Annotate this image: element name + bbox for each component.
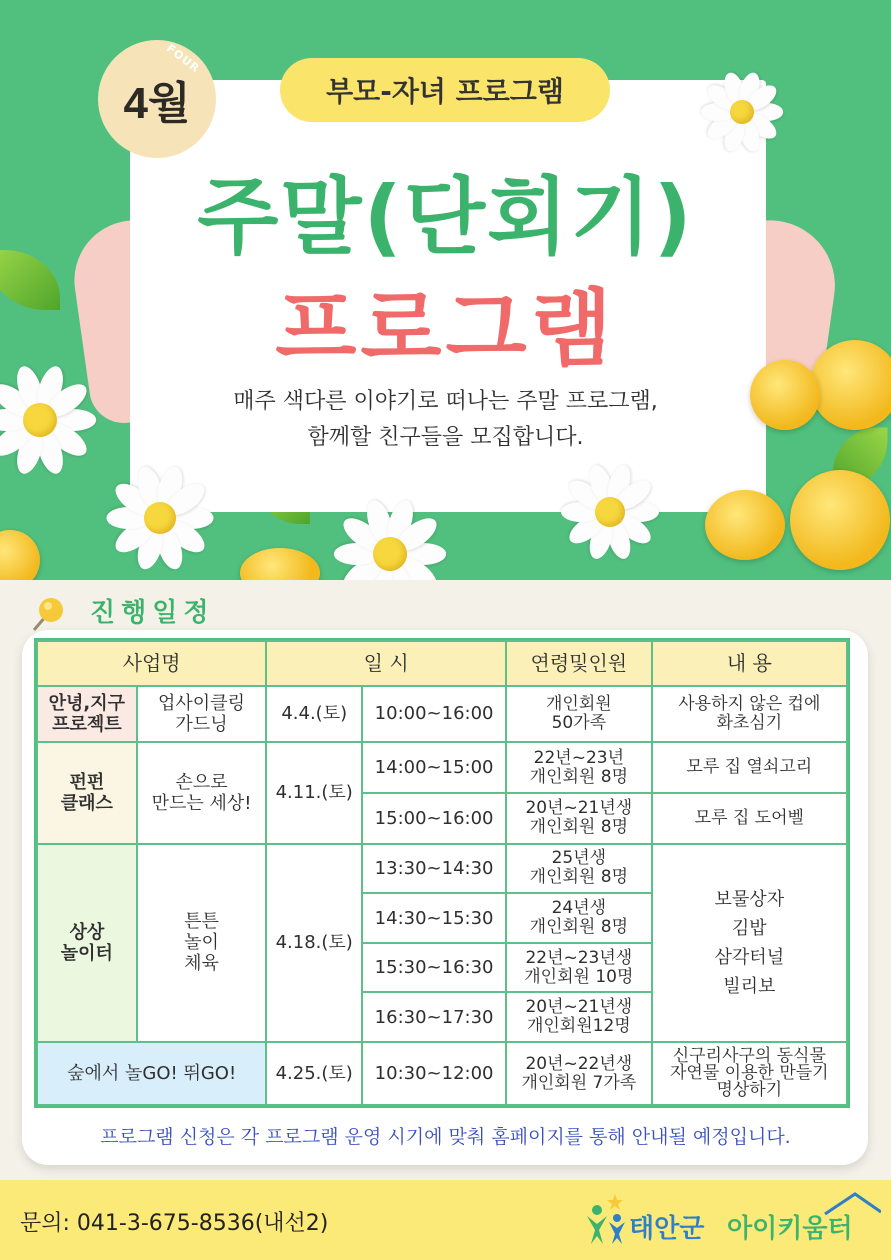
program-name: 업사이클링 가드닝 [137, 686, 267, 743]
daisy-center [373, 537, 407, 571]
group-name: 안녕,지구 프로젝트 [37, 686, 137, 743]
people-cell: 20년~21년생 개인회원12명 [506, 992, 652, 1042]
group-name: 펀펀 클래스 [37, 742, 137, 843]
program-name: 튼튼 놀이 체육 [137, 844, 267, 1043]
date-cell: 4.11.(토) [266, 742, 362, 843]
title-line-2: 프로그램 [275, 280, 616, 378]
daisy-center [595, 497, 625, 527]
footer-bar [0, 1180, 891, 1260]
table-row [37, 686, 847, 743]
month-tag: FOUR [163, 41, 202, 76]
yellow-flower [240, 548, 320, 580]
content-cell: 신구리사구의 동식물 자연물 이용한 만들기 명상하기 [652, 1042, 847, 1105]
group-name: 상상 놀이터 [37, 844, 137, 1043]
schedule-table [36, 640, 848, 1106]
schedule-title: 진행일정 [90, 598, 215, 628]
title-line-1: 주말(단회기) [197, 168, 694, 266]
table-row [37, 742, 847, 793]
people-cell: 20년~22년생 개인회원 7가족 [506, 1042, 652, 1105]
content-cell: 보물상자 김밥 삼각터널 빌리보 [652, 844, 847, 1043]
yellow-flower [0, 530, 40, 580]
description-line-1: 매주 색다른 이야기로 떠나는 주말 프로그램, [233, 389, 658, 414]
date-cell: 4.18.(토) [266, 844, 362, 1043]
table-header-row [37, 641, 847, 686]
people-cell: 개인회원 50가족 [506, 686, 652, 743]
header-datetime: 일 시 [266, 641, 506, 686]
people-cell: 20년~21년생 개인회원 8명 [506, 793, 652, 844]
content-cell: 사용하지 않은 컵에 화초심기 [652, 686, 847, 743]
time-cell: 16:30~17:30 [362, 992, 506, 1042]
logo-text-region: 태안군 [629, 1214, 705, 1244]
time-cell: 15:30~16:30 [362, 943, 506, 993]
description-line-2: 함께할 친구들을 모집합니다. [307, 425, 584, 450]
program-name: 손으로 만드는 세상! [137, 742, 267, 843]
description [0, 384, 891, 456]
month-label: 4월 [123, 79, 191, 128]
time-cell: 14:30~15:30 [362, 893, 506, 943]
group-name: 숲에서 놀GO! 뛰GO! [37, 1042, 266, 1105]
people-cell: 25년생 개인회원 8명 [506, 844, 652, 894]
people-cell: 22년~23년 개인회원 8명 [506, 742, 652, 793]
date-cell: 4.25.(토) [266, 1042, 362, 1105]
month-badge [98, 40, 216, 158]
pushpin-icon [24, 590, 70, 636]
people-logo-icon [585, 1192, 629, 1248]
time-cell: 14:00~15:00 [362, 742, 506, 793]
header-age-people: 연령및인원 [506, 641, 652, 686]
date-cell: 4.4.(토) [266, 686, 362, 743]
header-program: 사업명 [37, 641, 266, 686]
subtitle-pill: 부모-자녀 프로그램 [280, 58, 610, 122]
daisy-center [730, 100, 754, 124]
table-row [37, 844, 847, 894]
people-cell: 24년생 개인회원 8명 [506, 893, 652, 943]
organization-logo [585, 1190, 885, 1252]
daisy-center [144, 502, 176, 534]
content-cell: 모루 집 열쇠고리 [652, 742, 847, 793]
content-cell: 모루 집 도어벨 [652, 793, 847, 844]
time-cell: 10:00~16:00 [362, 686, 506, 743]
time-cell: 13:30~14:30 [362, 844, 506, 894]
time-cell: 10:30~12:00 [362, 1042, 506, 1105]
logo-text-name: 아이키움터 [727, 1214, 853, 1244]
hero-banner [0, 0, 891, 580]
time-cell: 15:00~16:00 [362, 793, 506, 844]
yellow-flower [705, 490, 785, 560]
application-notice: 프로그램 신청은 각 프로그램 운영 시기에 맞춰 홈페이지를 통해 안내될 예정입니다. [100, 1126, 791, 1148]
contact-info: 문의: 041-3-675-8536(내선2) [20, 1211, 329, 1236]
yellow-flower [790, 470, 890, 570]
people-cell: 22년~23년생 개인회원 10명 [506, 943, 652, 993]
header-content: 내 용 [652, 641, 847, 686]
table-row [37, 1042, 847, 1105]
